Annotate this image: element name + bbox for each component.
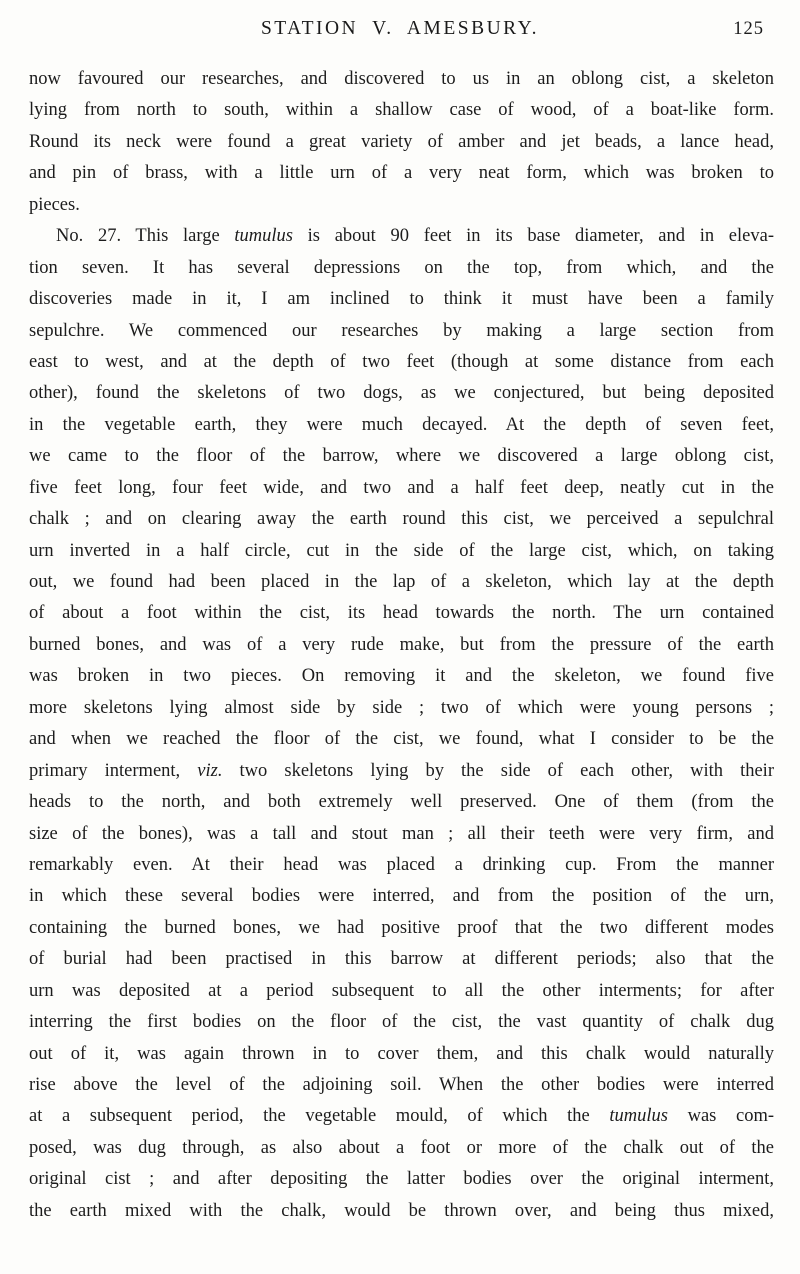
text-line: interring the first bodies on the floor of the cist, the vast quantity of chalk dug — [29, 1012, 774, 1033]
text-line: in the vegetable earth, they were much decayed. At the depth of seven feet, — [29, 414, 774, 435]
text-line: rise above the level of the adjoining soil. When the other bodies were interred — [29, 1075, 774, 1095]
paragraph — [29, 64, 774, 221]
text-line: Round its neck were found a great variety of amber and jet beads, a lance head, — [29, 131, 774, 152]
paragraph — [29, 221, 774, 1227]
text-line: remarkably even. At their head was placed a drinking cup. From the manner — [29, 854, 774, 875]
text-line: more skeletons lying almost side by side ; two of which were young persons ; — [29, 697, 774, 718]
text-line: now favoured our researches, and discovered to us in an oblong cist, a skeleton — [29, 69, 774, 89]
text-line: and when we reached the floor of the cist, we found, what I consider to be the — [29, 729, 774, 750]
text-line: size of the bones), was a tall and stout man ; all their teeth were very firm, and — [29, 823, 774, 844]
text-line: tion seven. It has several depressions on the top, from which, and the — [29, 257, 774, 278]
text-line: east to west, and at the depth of two feet (though at some distance from each — [29, 351, 774, 372]
text-line: urn inverted in a half circle, cut in the side of the large cist, which, on taking — [29, 540, 774, 561]
text-line: containing the burned bones, we had positive proof that the two different modes — [29, 917, 774, 938]
text-line: other), found the skeletons of two dogs, as we conjectured, but being deposited — [29, 383, 774, 404]
page-body-text — [29, 64, 774, 1227]
text-line: out of it, was again thrown in to cover them, and this chalk would naturally — [29, 1043, 774, 1064]
text-line: of burial had been practised in this barrow at different periods; also that the — [29, 949, 774, 970]
text-line: at a subsequent period, the vegetable mould, of which the tumulus was com- — [29, 1106, 774, 1127]
text-line: chalk ; and on clearing away the earth round this cist, we perceived a sepulchral — [29, 509, 774, 530]
text-line: was broken in two pieces. On removing it and the skeleton, we found five — [29, 666, 774, 687]
page-header — [0, 18, 800, 48]
text-line: of about a foot within the cist, its head towards the north. The urn contained — [29, 603, 774, 624]
text-line: in which these several bodies were interred, and from the position of the urn, — [29, 886, 774, 907]
text-line: burned bones, and was of a very rude make, but from the pressure of the earth — [29, 634, 774, 655]
text-line: posed, was dug through, as also about a foot or more of the chalk out of the — [29, 1137, 774, 1158]
text-line: the earth mixed with the chalk, would be thrown over, and being thus mixed, — [29, 1200, 774, 1221]
page-number: 125 — [733, 19, 764, 39]
text-line: heads to the north, and both extremely well preserved. One of them (from the — [29, 792, 774, 813]
text-line: out, we found had been placed in the lap of a skeleton, which lay at the depth — [29, 572, 774, 592]
text-line: original cist ; and after depositing the latter bodies over the original interment, — [29, 1169, 774, 1190]
text-line: pieces. — [29, 194, 80, 215]
text-line: urn was deposited at a period subsequent to all the other interments; for after — [29, 980, 774, 1001]
text-line: lying from north to south, within a shallow case of wood, of a boat-like form. — [29, 100, 774, 121]
text-line: five feet long, four feet wide, and two and a half feet deep, neatly cut in the — [29, 477, 774, 498]
text-line: primary interment, viz. two skeletons lying by the side of each other, with their — [29, 760, 774, 781]
text-line: we came to the floor of the barrow, where we discovered a large oblong cist, — [29, 446, 774, 467]
text-line: and pin of brass, with a little urn of a very neat form, which was broken to — [29, 163, 774, 184]
text-line: No. 27. This large tumulus is about 90 feet in its base diameter, and in eleva- — [56, 226, 774, 247]
text-line: discoveries made in it, I am inclined to think it must have been a family — [29, 289, 774, 310]
running-title: STATION V. AMESBURY. — [260, 18, 540, 39]
text-line: sepulchre. We commenced our researches by making a large section from — [29, 320, 774, 341]
